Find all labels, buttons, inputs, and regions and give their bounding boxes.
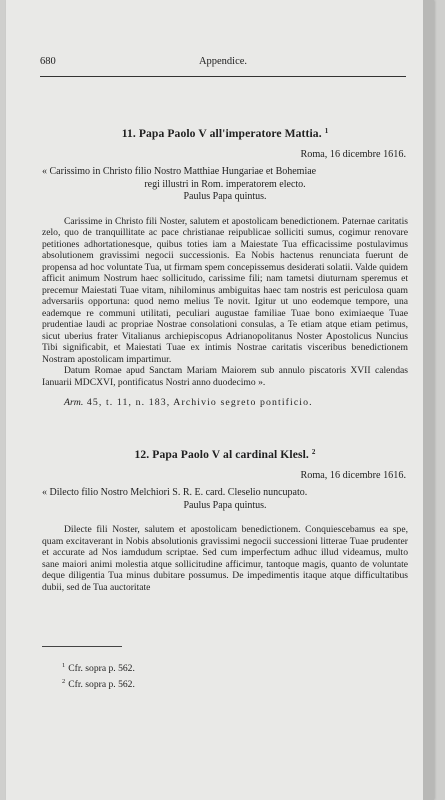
book-page [6,0,434,800]
letter-12 [42,448,408,593]
header-rule [40,76,406,77]
footnote: $^1$ Cfr. sopra p. 562. [62,662,135,674]
letter-11 [42,127,408,408]
letter-date: Roma, 16 dicembre 1616. [300,149,406,160]
address-line: « Dilecto filio Nostro Melchiori S. R. E. card. Cleselio nuncupato. [42,487,308,498]
footnote-marker: 1 [324,127,329,135]
footnote-rule [42,646,122,647]
footnotes [42,646,408,691]
footnote-marker: 2 [311,448,316,456]
archive-reference: Arm. 45, t. 11, n. 183, Archivio segreto pontificio. [64,397,313,408]
paragraph: Datum Romae apud Sanctam Mariam Maiorem sub annulo piscatoris XVII calendas Ianuarii MDCXVI, pontificatus Nostri anno duodecimo ». [42,365,408,388]
paragraph: Dilecte fili Noster, salutem et apostolicam benedictionem. Conquiescebamus ea spe, quam excitaverant in Nobis absolutionis gravissimi negocii successioni litterae Tuae prudenter et accurate ad Nos iamdudum scriptae. Sed cum imperfectum adhuc illud videamus, multo sane maiori animi molestia atque sollicitudine afficimur, tantoque magis, quanto de voluntate deque diligentia Tua minus dubitare possumus. De impedimentis itaque atque difficultatibus dubii, sed de Tua auctoritate [42,524,408,593]
address-signature: Paulus Papa quintus. [183,191,267,202]
footnote: $^2$ Cfr. sopra p. 562. [62,678,135,690]
letter-heading: 12. Papa Paolo V al cardinal Klesl. $^2$ [134,448,316,461]
page-number: 680 [40,56,56,67]
letter-heading: 11. Papa Paolo V all'imperatore Mattia. $^1$ [121,127,329,140]
letter-address [42,166,408,204]
letter-body [42,524,408,593]
address-signature: Paulus Papa quintus. [183,499,267,511]
paragraph: Carissime in Christo fili Noster, salutem et apostolicam benedictionem. Paternae caritatis zelo, quo de tranquillitate ac pace christianae reipublicae solliciti sumus, cogimur renovare petitiones adhortationesque, quibus toties iam a Maiestate Tua efficacissime postulavimus absolutionem gravissimi negocii successionis. Ea Nobis hactenus renunciata fuerunt de propensa ad hoc voluntate Tua, ut firmam spem concepissemus desiderati solatii. Valde quidem afficit animum Nostrum haec sollicitudo, carissime fili; nam tametsi diuturnam speremus et precemur Maiestati Tuae vitam, nihilominus ambiguitas haec tam nostris est periculosa quam adversariis opportuna: quod nemo melius Te novit. Igitur ut uno eodemque tempore, una eademque re communi utilitati, peculiari augustae familiae Tuae bono eximiaeque Tuae prudentiae laudi ac propriae Nostrae consolationi consulas, a Te etiam atque etiam petimus, sicut uberius frater Vitalianus archiepiscopus Adrianopolitanus Noster Apostolicus Nuncius Tibi significabit, et Maiestati Tuae ex intimis Nostrae caritatis visceribus benedictionem Nostram apostolicam impartimur. [42,215,408,365]
page-gutter [423,0,434,800]
letter-body [42,216,408,389]
main-text [42,127,408,593]
address-line: « Carissimo in Christo filio Nostro Matthiae Hungariae et Bohemiae [42,166,317,177]
letter-address [42,487,408,512]
address-line: regi illustri in Rom. imperatorem electo. [144,178,306,190]
running-title: Appendice. [198,56,248,67]
letter-date: Roma, 16 dicembre 1616. [300,470,406,481]
